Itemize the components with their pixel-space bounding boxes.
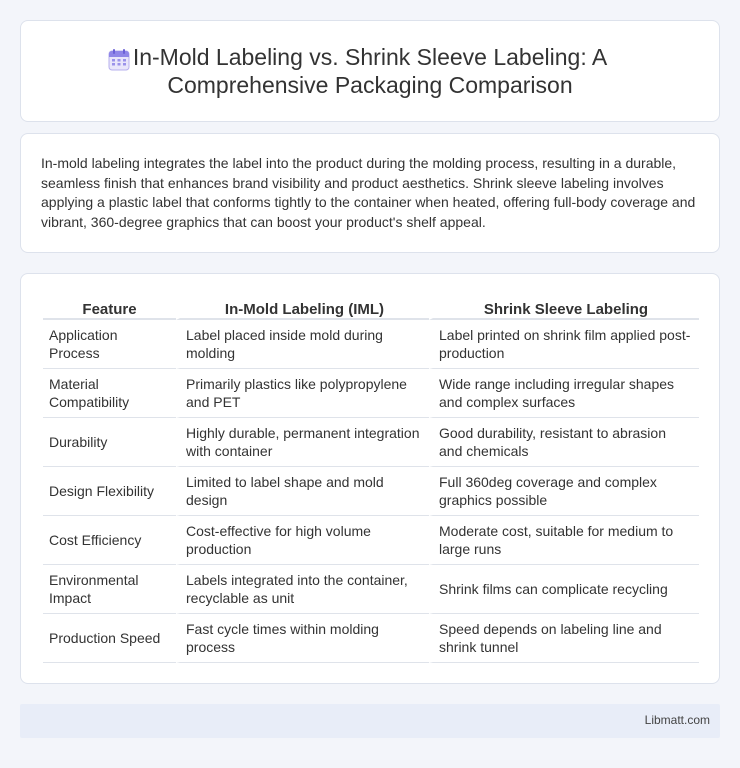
table-row bbox=[43, 467, 699, 516]
title-card bbox=[20, 20, 720, 122]
intro-card bbox=[20, 133, 720, 253]
table-row bbox=[43, 369, 699, 418]
iml-cell: Cost-effective for high volume production bbox=[176, 516, 429, 565]
shrink-cell: Moderate cost, suitable for medium to large runs bbox=[429, 516, 699, 565]
header-shrink-sleeve: Shrink Sleeve Labeling bbox=[429, 296, 699, 320]
table-row bbox=[43, 418, 699, 467]
feature-cell: Production Speed bbox=[43, 614, 176, 663]
iml-cell: Limited to label shape and mold design bbox=[176, 467, 429, 516]
footer bbox=[20, 704, 720, 738]
feature-cell: Environmental Impact bbox=[43, 565, 176, 614]
table-header-row bbox=[43, 296, 699, 320]
comparison-table bbox=[43, 296, 699, 663]
feature-cell: Design Flexibility bbox=[43, 467, 176, 516]
iml-cell: Highly durable, permanent integration with container bbox=[176, 418, 429, 467]
table-row bbox=[43, 516, 699, 565]
table-row bbox=[43, 565, 699, 614]
shrink-cell: Label printed on shrink film applied post-production bbox=[429, 320, 699, 369]
comparison-card bbox=[20, 273, 720, 684]
header-feature: Feature bbox=[43, 296, 176, 320]
table-row bbox=[43, 614, 699, 663]
page-title: In-Mold Labeling vs. Shrink Sleeve Labeling: A Comprehensive Packaging Comparison bbox=[132, 44, 608, 98]
shrink-cell: Full 360deg coverage and complex graphics possible bbox=[429, 467, 699, 516]
shrink-cell: Shrink films can complicate recycling bbox=[429, 565, 699, 614]
footer-brand-link[interactable]: Libmatt.com bbox=[644, 713, 710, 727]
feature-cell: Durability bbox=[43, 418, 176, 467]
feature-cell: Cost Efficiency bbox=[43, 516, 176, 565]
feature-cell: Material Compatibility bbox=[43, 369, 176, 418]
iml-cell: Labels integrated into the container, recyclable as unit bbox=[176, 565, 429, 614]
iml-cell: Primarily plastics like polypropylene and PET bbox=[176, 369, 429, 418]
shrink-cell: Speed depends on labeling line and shrink tunnel bbox=[429, 614, 699, 663]
iml-cell: Fast cycle times within molding process bbox=[176, 614, 429, 663]
shrink-cell: Good durability, resistant to abrasion and chemicals bbox=[429, 418, 699, 467]
iml-cell: Label placed inside mold during molding bbox=[176, 320, 429, 369]
table-row bbox=[43, 320, 699, 369]
header-iml: In-Mold Labeling (IML) bbox=[176, 296, 429, 320]
intro-text: In-mold labeling integrates the label into the product during the molding process, resulting in a durable, seamless finish that enhances brand visibility and product aesthetics. Shrink sleeve labeling involves applying a plastic label that conforms tightly to the container when heated, offering full-body coverage and vibrant, 360-degree graphics that can boost your product's shelf appeal. bbox=[41, 155, 696, 230]
shrink-cell: Wide range including irregular shapes and complex surfaces bbox=[429, 369, 699, 418]
feature-cell: Application Process bbox=[43, 320, 176, 369]
